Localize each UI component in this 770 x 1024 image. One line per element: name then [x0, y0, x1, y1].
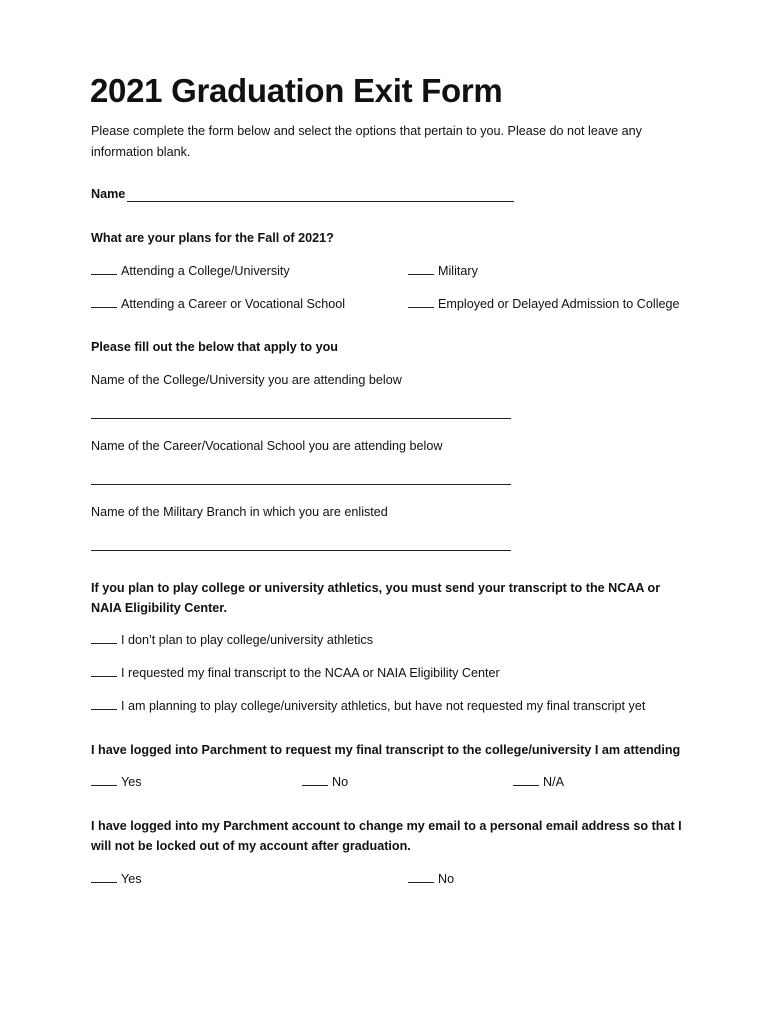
athletics-note: If you plan to play college or university athletics, you must send your transcript to the NCAA or NAIA Eligibility Center.	[91, 581, 661, 615]
transcript-no-label: No	[332, 775, 349, 789]
transcript-option-na	[513, 772, 564, 792]
plan-college-label: Attending a College/University	[121, 264, 290, 278]
plan-employed-label: Employed or Delayed Admission to College	[438, 297, 680, 311]
plan-military-checkbox[interactable]	[408, 262, 434, 275]
athletics-planning-checkbox[interactable]	[91, 697, 117, 710]
page-title: 2021 Graduation Exit Form	[90, 72, 503, 109]
transcript-na-checkbox[interactable]	[513, 773, 539, 786]
parchment-transcript-question: I have logged into Parchment to request my final transcript to the college/university I am attending	[91, 743, 681, 757]
transcript-no-checkbox[interactable]	[302, 773, 328, 786]
college-name-label: Name of the College/University you are attending below	[91, 373, 402, 387]
transcript-option-no	[302, 772, 348, 792]
plans-question: What are your plans for the Fall of 2021?	[91, 231, 334, 245]
plan-option-career	[91, 294, 345, 314]
athletics-planning-label: I am planning to play college/university athletics, but have not requested my final transcript yet	[121, 699, 646, 713]
email-no-checkbox[interactable]	[408, 870, 434, 883]
athletics-requested-label: I requested my final transcript to the NCAA or NAIA Eligibility Center	[121, 666, 500, 680]
transcript-yes-label: Yes	[121, 775, 142, 789]
plan-career-label: Attending a Career or Vocational School	[121, 297, 346, 311]
parchment-email-question: I have logged into my Parchment account to change my email to a personal email address so that I will not be locked out of my account after graduation.	[91, 819, 682, 853]
career-school-field[interactable]	[91, 484, 511, 485]
athletics-requested-checkbox[interactable]	[91, 664, 117, 677]
career-school-label: Name of the Career/Vocational School you are attending below	[91, 439, 443, 453]
athletics-none-checkbox[interactable]	[91, 631, 117, 644]
plan-option-employed	[408, 294, 680, 314]
transcript-option-yes	[91, 772, 142, 792]
transcript-yes-checkbox[interactable]	[91, 773, 117, 786]
athletics-option-requested	[91, 663, 500, 683]
athletics-option-planning	[91, 696, 645, 716]
plan-career-checkbox[interactable]	[91, 295, 117, 308]
fill-out-heading: Please fill out the below that apply to you	[91, 340, 339, 354]
athletics-none-label: I don’t plan to play college/university athletics	[121, 633, 374, 647]
athletics-option-none	[91, 630, 373, 650]
email-no-label: No	[438, 872, 455, 886]
name-label: Name	[91, 187, 126, 201]
plan-college-checkbox[interactable]	[91, 262, 117, 275]
email-option-yes	[91, 869, 142, 889]
plan-option-college	[91, 261, 290, 281]
military-branch-label: Name of the Military Branch in which you are enlisted	[91, 505, 388, 519]
college-name-field[interactable]	[91, 418, 511, 419]
email-option-no	[408, 869, 454, 889]
email-yes-label: Yes	[121, 872, 142, 886]
name-field[interactable]	[127, 201, 514, 202]
email-yes-checkbox[interactable]	[91, 870, 117, 883]
plan-option-military	[408, 261, 478, 281]
military-branch-field[interactable]	[91, 550, 511, 551]
transcript-na-label: N/A	[543, 775, 564, 789]
plan-military-label: Military	[438, 264, 478, 278]
plan-employed-checkbox[interactable]	[408, 295, 434, 308]
intro-text: Please complete the form below and select the options that pertain to you. Please do not leave any information blank.	[91, 124, 642, 159]
